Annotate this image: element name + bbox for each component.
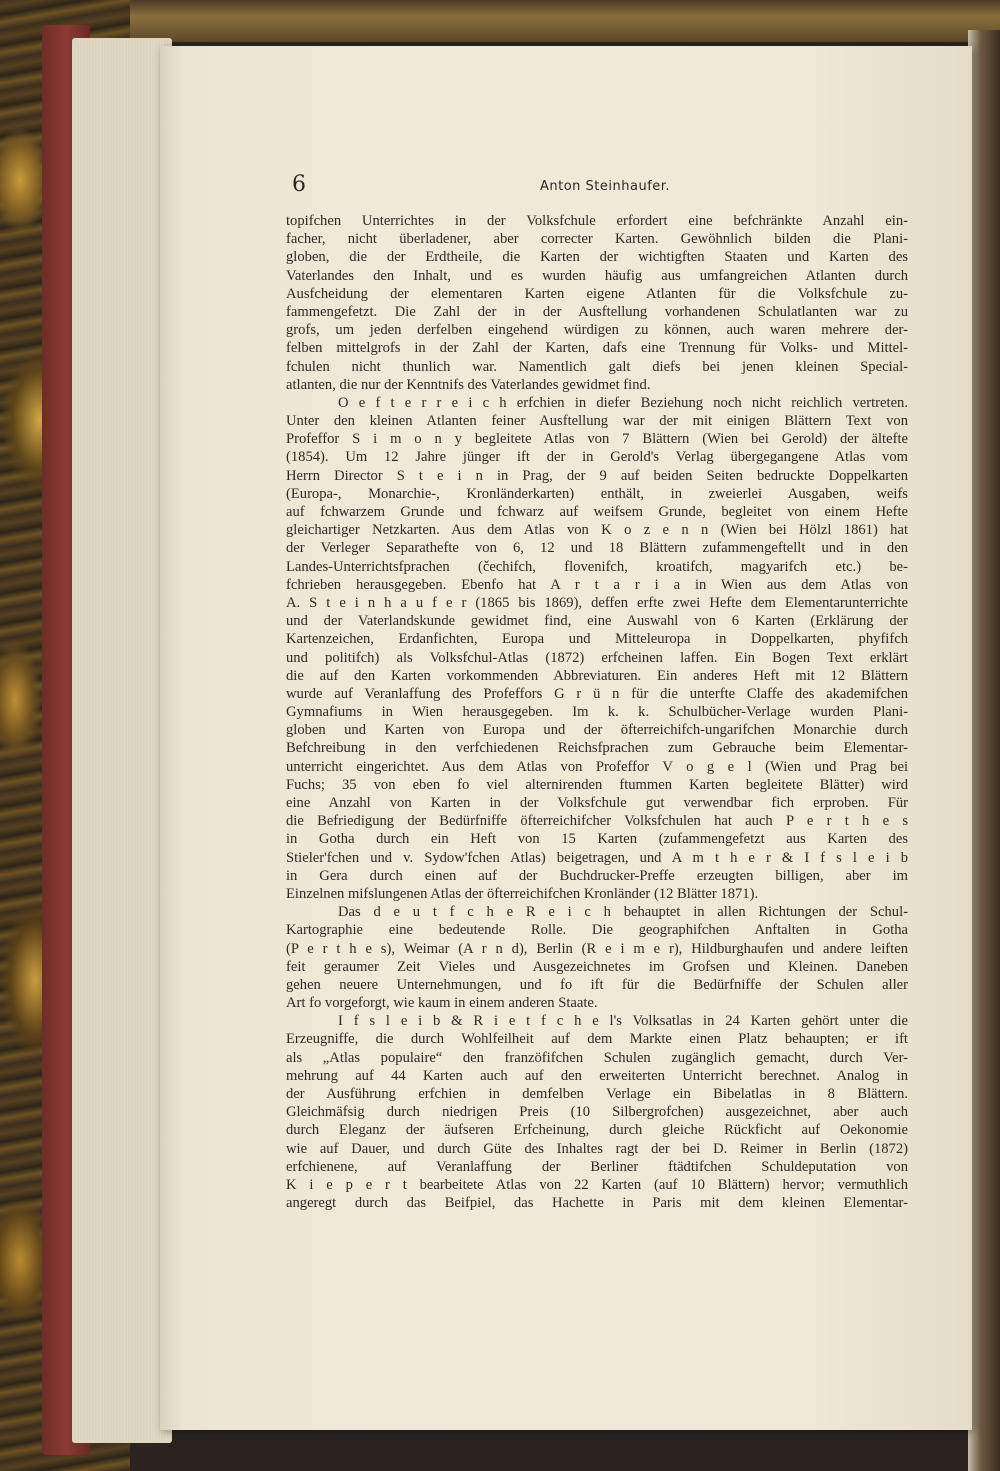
text-line: globen und Karten von Europa und der öfterreichifch-ungarifchen Monarchie durch — [286, 722, 908, 739]
page-header — [292, 172, 912, 202]
text-line: Unter den kleinen Atlanten feiner Ausftellung war der mit einigen Blättern Text von — [286, 413, 908, 430]
text-line: in Gotha durch ein Heft von 15 Karten (zufammengefetzt aus Karten des — [286, 831, 908, 848]
text-line: Gymnafiums in Wien herausgegeben. Im k. k. Schulbücher-Verlage wurden Plani- — [286, 704, 908, 721]
text-line: die Befriedigung der Bedürfniffe öfterreichifcher Volksfchulen hat auch P e r t h e s — [286, 813, 908, 830]
text-line: erfchienene, auf Veranlaffung der Berliner ftädtifchen Schuldeputation von — [286, 1158, 908, 1175]
body-text — [286, 212, 908, 1212]
page-number: 6 — [292, 172, 306, 197]
text-line: (1854). Um 12 Jahre jünger ift der in Gerold's Verlag übergegangene Atlas vom — [286, 449, 908, 466]
text-line: I f s l e i b & R i e t f c h e l's Volksatlas in 24 Karten gehört unter die — [338, 1013, 908, 1030]
text-line: Art fo vorgeforgt, wie kaum in einem anderen Staate. — [286, 995, 598, 1012]
text-line: K i e p e r t bearbeitete Atlas von 22 Karten (auf 10 Blättern) hervor; vermuthlich — [286, 1176, 908, 1193]
text-line: Herrn Director S t e i n in Prag, der 9 auf beiden Seiten bedruckte Doppelkarten — [286, 467, 908, 484]
text-line: als „Atlas populaire“ den franzöfifchen Schulen zugänglich gemacht, durch Ver- — [286, 1049, 908, 1066]
running-head: Anton Steinhaufer. — [540, 179, 671, 194]
text-line: Ausfcheidung der elementaren Karten eigene Atlanten für die Volksfchule zu- — [286, 285, 908, 302]
text-line: mehrung auf 44 Karten auch auf den erweiterten Unterricht berechnet. Analog in — [286, 1067, 908, 1084]
text-line: (P e r t h e s), Weimar (A r n d), Berlin (R e i m e r), Hildburghaufen und andere leiften — [286, 940, 908, 957]
text-line: A. S t e i n h a u f e r (1865 bis 1869), deffen erfte zwei Hefte dem Elementarunterrichte — [286, 594, 908, 611]
text-line: wurde auf Veranlaffung des Profeffors G r ü n für die unterfte Claffe des akademifchen — [286, 685, 908, 702]
text-line: und der Vaterlandskunde gewidmet find, eine Auswahl von 6 Karten (Erklärung der — [286, 613, 908, 630]
text-line: Profeffor S i m o n y begleitete Atlas von 7 Blättern (Wien bei Gerold) der ältefte — [286, 431, 908, 448]
text-line: die auf den Karten vorkommenden Abbreviaturen. Ein anderes Heft mit 12 Blättern — [286, 667, 908, 684]
text-line: Erzeugniffe, die durch Wohlfeilheit auf dem Markte einen Platz behaupten; er ift — [286, 1031, 908, 1048]
text-line: topifchen Unterrichtes in der Volksfchule erfordert eine befchränkte Anzahl ein- — [286, 213, 908, 229]
text-line: gleichartiger Netzkarten. Aus dem Atlas von K o z e n n (Wien bei Hölzl 1861) hat — [286, 522, 908, 539]
text-line: (Europa-, Monarchie-, Kronländerkarten) enthält, in zweierlei Ausgaben, weifs — [286, 485, 908, 502]
text-line: felben mittelgrofs in der Zahl der Karten, dafs eine Trennung für Volks- und Mittel- — [286, 340, 908, 357]
text-line: der Verleger Separathefte von 6, 12 und 18 Blättern zufammengeftellt und in den — [286, 540, 908, 557]
text-line: Das d e u t f c h e R e i c h behauptet in allen Richtungen der Schul- — [338, 904, 908, 921]
text-line: auf fchwarzem Grunde und fchwarz auf weifsem Grunde, begleitet von einem Hefte — [286, 504, 908, 520]
text-line: Landes-Unterrichtsfprachen (čechifch, flovenifch, kroatifch, magyarifch etc.) be- — [286, 558, 908, 575]
text-line: grofs, um jeden derfelben eingehend würdigen zu können, auch waren mehrere der- — [286, 322, 908, 339]
text-line: atlanten, die nur der Kenntnifs des Vaterlandes gewidmet find. — [286, 376, 651, 393]
text-line: angeregt durch das Beifpiel, das Hachette in Paris mit dem kleinen Elementar- — [286, 1195, 908, 1212]
text-line: fchrieben herausgegeben. Ebenfo hat A r t a r i a in Wien aus dem Atlas von — [286, 576, 908, 593]
text-line: der Ausführung erfchien in demfelben Verlage ein Bibelatlas in 8 Blättern. — [286, 1086, 908, 1102]
text-line: unterricht eingerichtet. Aus dem Atlas von Profeffor V o g e l (Wien und Prag bei — [286, 758, 908, 775]
text-line: wie auf Dauer, und durch Güte des Inhaltes ragt der bei D. Reimer in Berlin (1872) — [286, 1140, 908, 1157]
text-line: Kartenzeichen, Erdanfichten, Europa und Mitteleuropa in Doppelkarten, phyfifch — [286, 631, 908, 648]
text-line: Einzelnen mifslungenen Atlas der öfterreichifchen Kronländer (12 Blätter 1871). — [286, 885, 759, 902]
text-line: durch Eleganz der äufseren Erfcheinung, durch gleiche Rückficht auf Oekonomie — [286, 1122, 908, 1139]
text-line: eine Anzahl von Karten in der Volksfchule gut verwendbar fich erproben. Für — [286, 795, 908, 811]
text-line: Kartographie eine bedeutende Rolle. Die geographifchen Anftalten in Gotha — [286, 922, 908, 939]
book-top-edge — [0, 0, 1000, 42]
page-block-edges — [72, 38, 172, 1443]
text-line: gehen neuere Unternehmungen, und fo ift für die Bedürfniffe der Schulen aller — [286, 976, 908, 993]
text-line: und politifch) als Volksfchul-Atlas (1872) erfcheinen laffen. Ein Bogen Text erklärt — [286, 649, 908, 666]
text-line: Befchreibung in den verfchiedenen Reichsfprachen zum Gebrauche beim Elementar- — [286, 740, 908, 757]
text-line: fchulen nicht thunlich war. Namentlich galt diefs bei jenen kleinen Special- — [286, 358, 908, 375]
text-line: Gleichmäfsig durch niedrigen Preis (10 Silbergrofchen) ausgezeichnet, aber auch — [286, 1104, 908, 1121]
text-line: Vaterlandes den Inhalt, und es wurden häufig aus umfangreichen Atlanten durch — [286, 267, 908, 284]
text-line: Stieler'fchen und v. Sydow'fchen Atlas) beigetragen, und A m t h e r & I f s l e i b — [286, 849, 908, 866]
text-line: feit geraumer Zeit Vieles und Ausgezeichnetes im Grofsen und Kleinen. Daneben — [286, 958, 908, 975]
text-line: fammengefetzt. Die Zahl der in der Ausftellung vorhandenen Schulatlanten war zu — [286, 303, 908, 320]
book-right-edge — [968, 30, 1000, 1471]
text-line: O e f t e r r e i c h erfchien in diefer Beziehung noch nicht reichlich vertreten. — [338, 394, 908, 411]
text-line: in Gera durch einen auf der Buchdrucker-Preffe erzeugten billigen, aber im — [286, 867, 908, 884]
text-line: globen, die der Erdtheile, die Karten der wichtigften Staaten und Karten des — [286, 249, 908, 266]
text-line: facher, nicht überladener, aber correcter Karten. Gewöhnlich bilden die Plani- — [286, 231, 908, 248]
text-line: Fuchs; 35 von eben fo viel alternirenden ftummen Karten begleitete Blätter) wird — [286, 776, 908, 793]
